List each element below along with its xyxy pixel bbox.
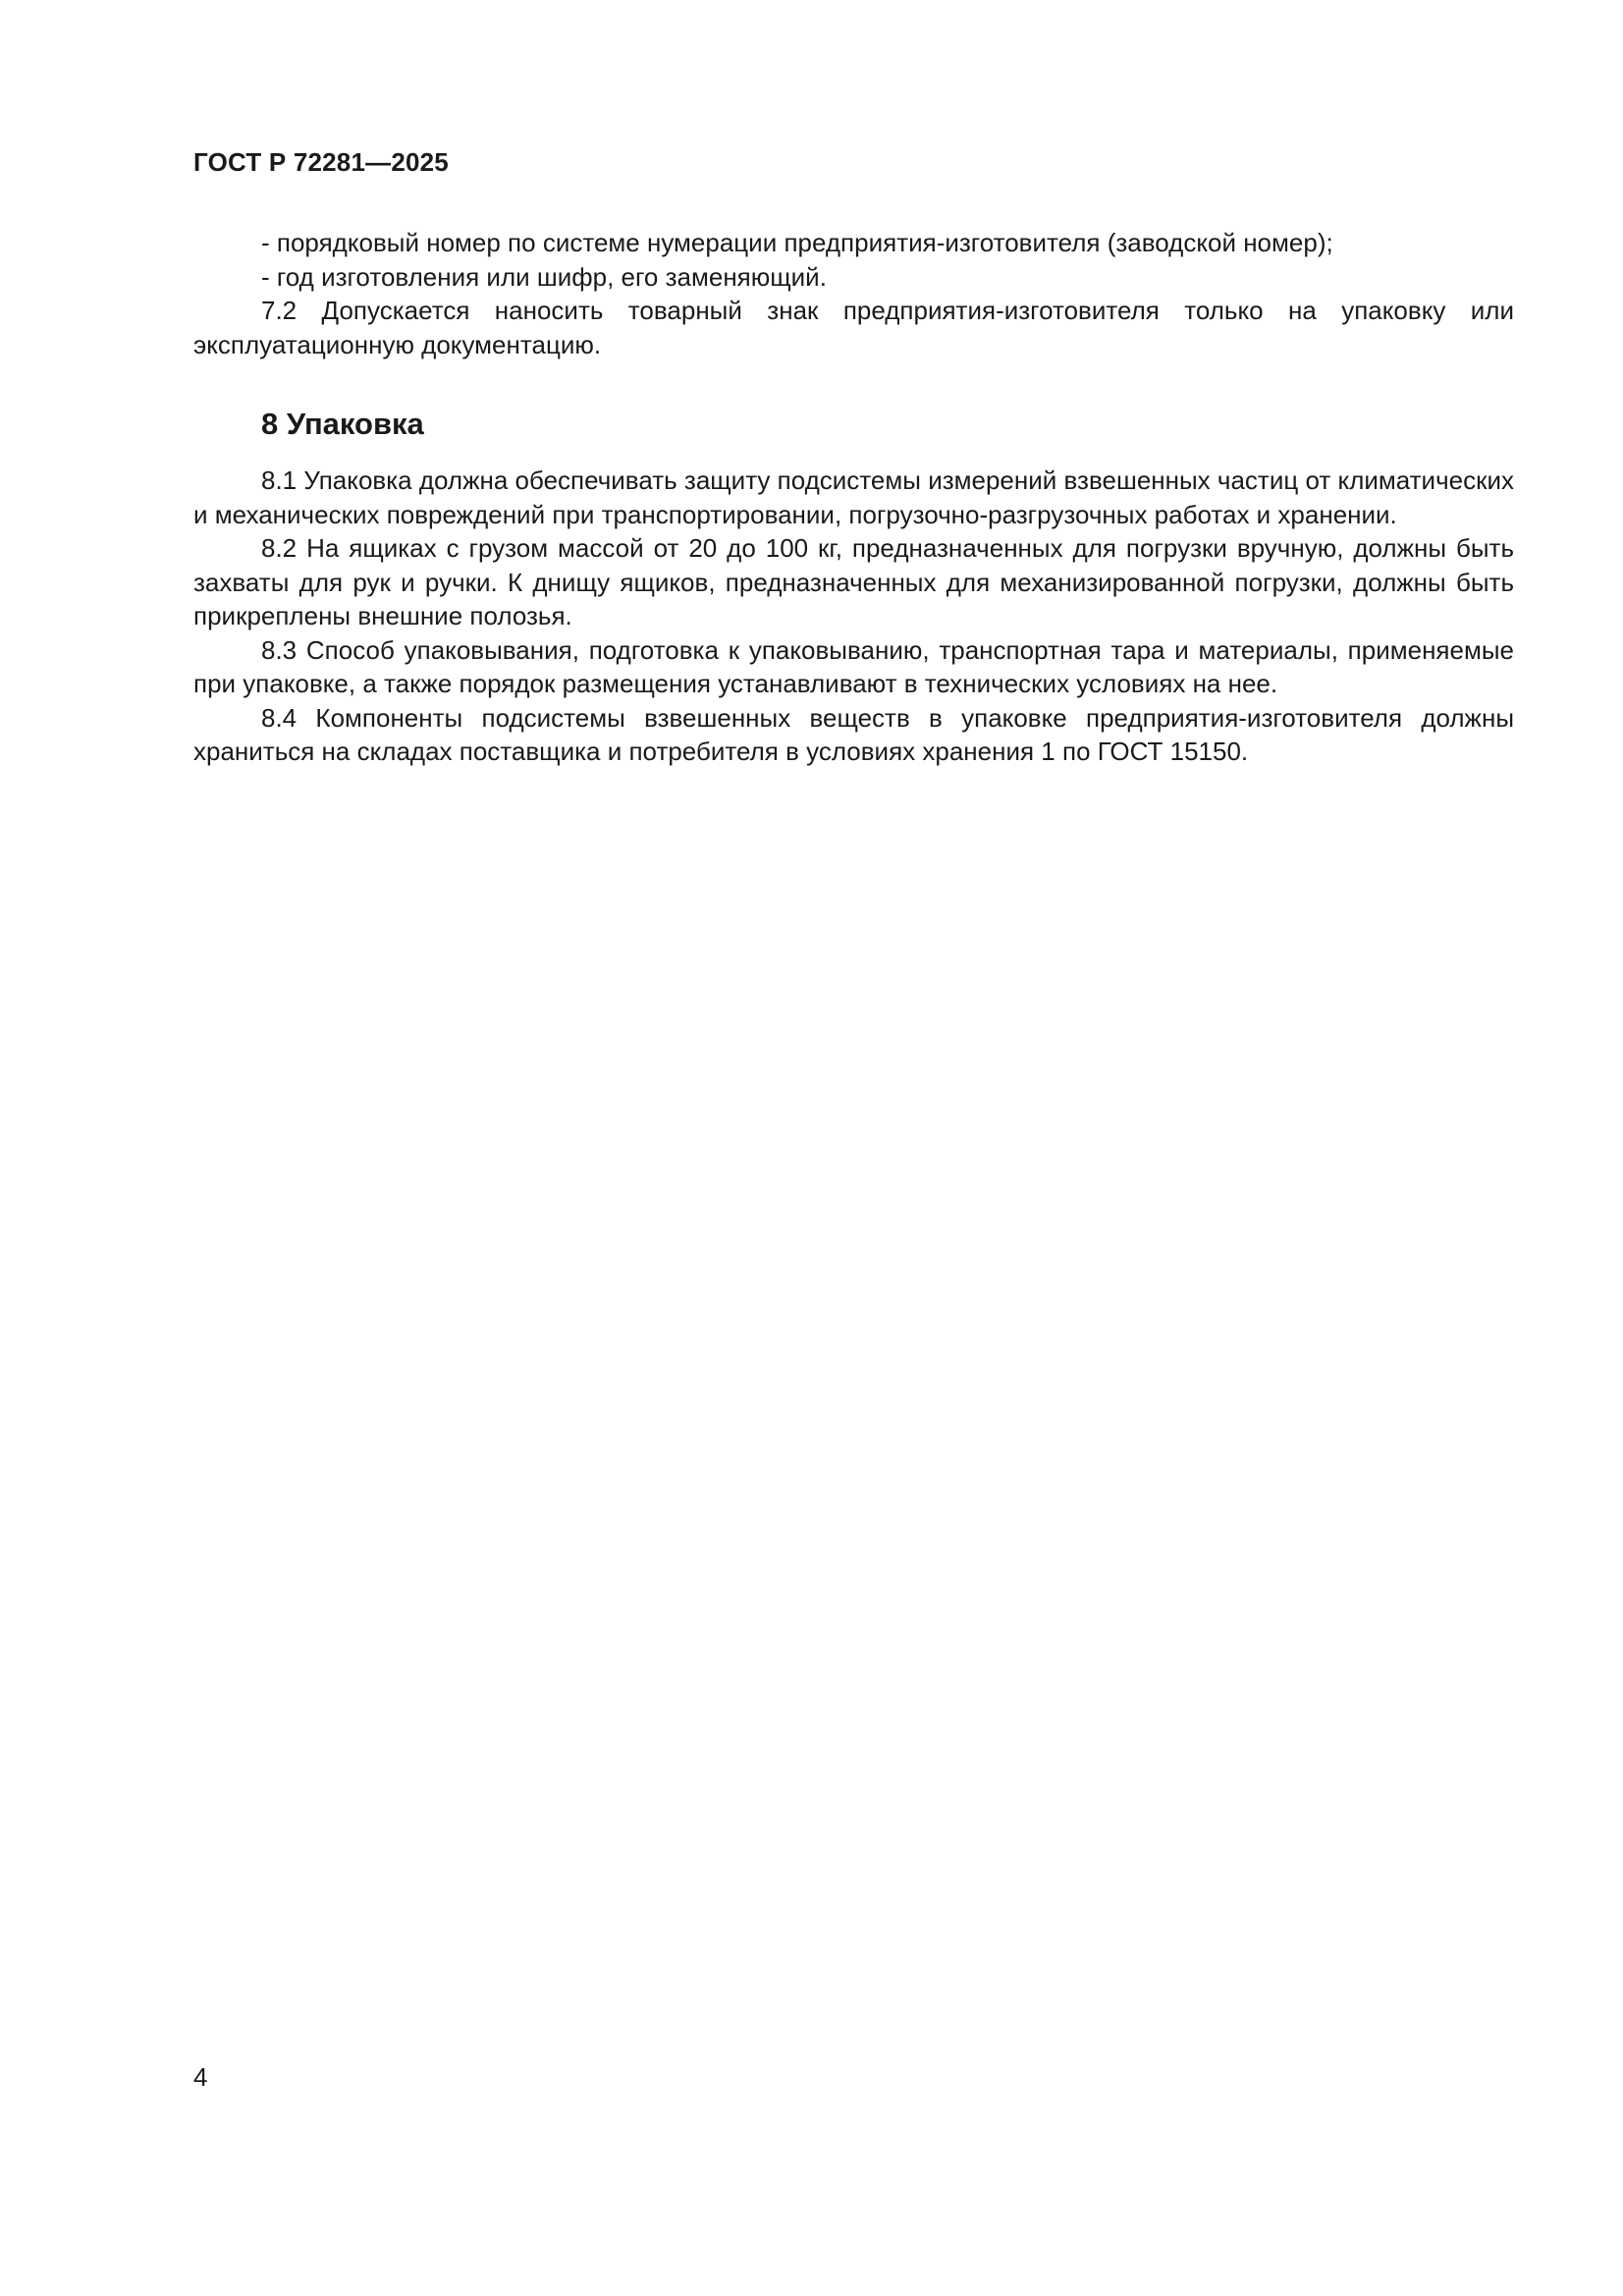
clause-7-2: 7.2 Допускается наносить товарный знак предприятия-изготовителя только на упаковку или эксплуатационную документацию. [193, 296, 1514, 359]
section-heading: 8 Упаковка [261, 407, 424, 441]
clause-8-4: 8.4 Компоненты подсистемы взвешенных веществ в упаковке предприятия-изготовителя должны храниться на складах поставщика и потребителя в условиях хранения 1 по ГОСТ 15150. [193, 702, 1514, 766]
document-code-header: ГОСТ Р 72281—2025 [193, 147, 449, 177]
page-number: 4 [193, 2062, 208, 2092]
document-body [193, 226, 1514, 769]
clause-8-2: 8.2 На ящиках с грузом массой от 20 до 100 кг, предназначенных для погрузки вручную, должны быть захваты для рук и ручки. К днищу ящиков, предназначенных для механизированной погрузки, должны быть прикреплены внешние полозья. [193, 533, 1514, 630]
clause-8-1: 8.1 Упаковка должна обеспечивать защиту подсистемы измерений взвешенных частиц от климатических и механических повреждений при транспортировании, погрузочно-разгрузочных работах и хранении. [193, 465, 1514, 529]
clause-8-3: 8.3 Способ упаковывания, подготовка к упаковыванию, транспортная тара и материалы, применяемые при упаковке, а также порядок размещения устанавливают в технических условиях на нее. [193, 634, 1514, 698]
list-item: - порядковый номер по системе нумерации предприятия-изготовителя (заводской номер); [261, 228, 1333, 257]
list-item: - год изготовления или шифр, его заменяющий. [261, 261, 827, 292]
